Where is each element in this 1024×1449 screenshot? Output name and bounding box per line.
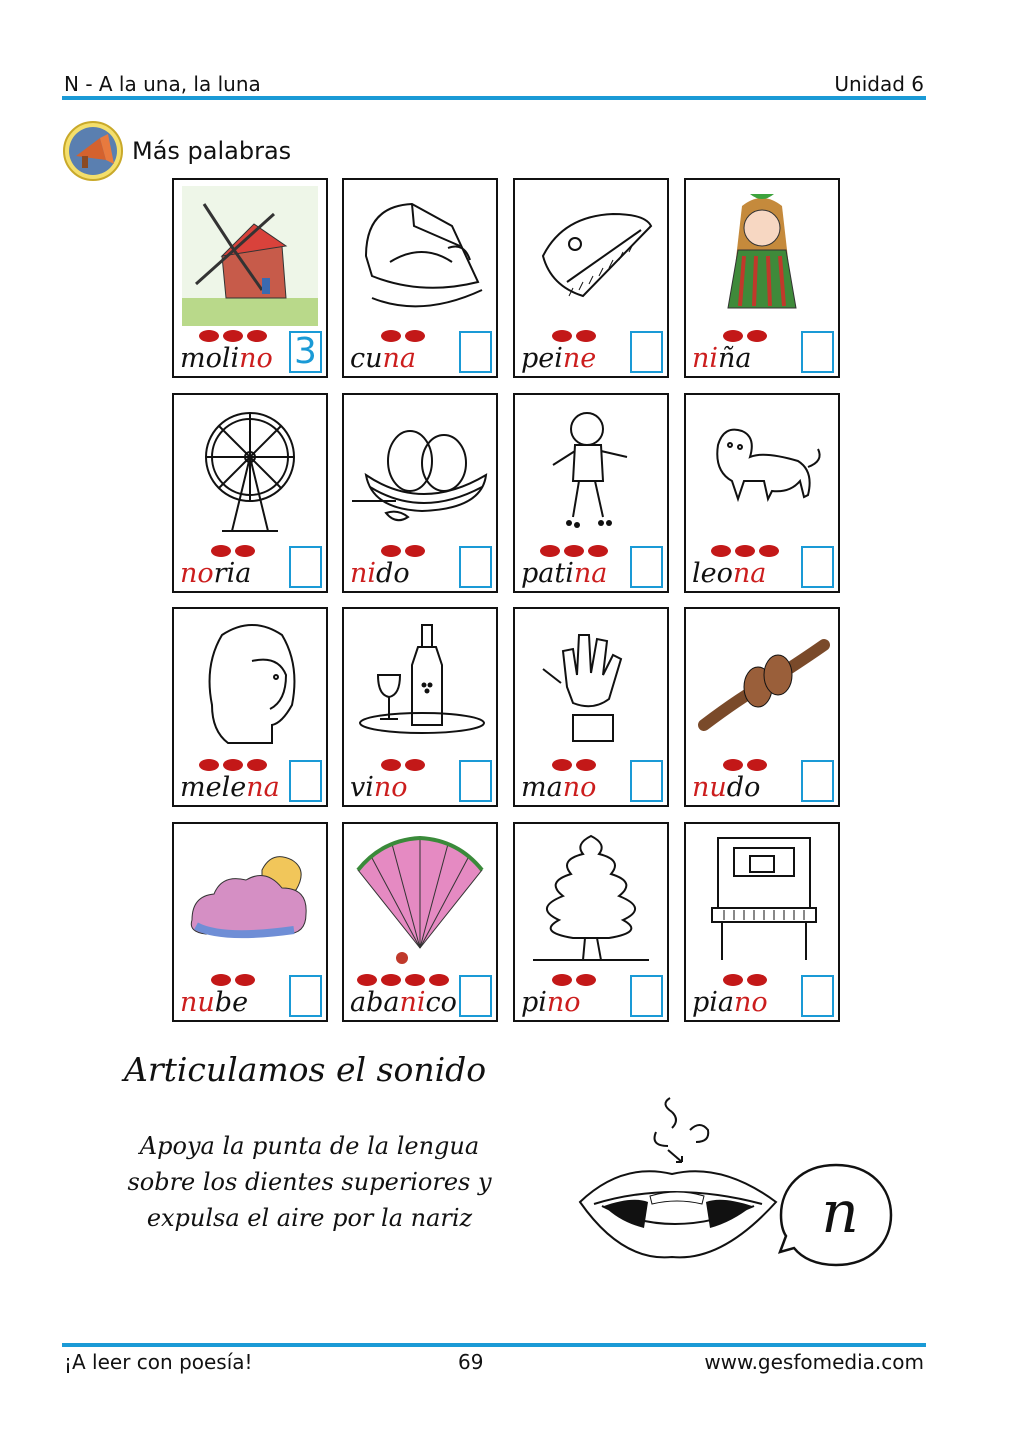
word-card	[342, 393, 498, 593]
card-word	[350, 343, 416, 374]
word-card	[342, 607, 498, 807]
word-card	[513, 178, 669, 378]
word-card	[684, 178, 840, 378]
articulation-line: expulsa el aire por la nariz	[146, 1204, 473, 1232]
word-part: leo	[692, 558, 733, 589]
syllable-count-box[interactable]: 3	[289, 331, 322, 373]
unit-label: Unidad 6	[834, 72, 924, 96]
word-card	[513, 607, 669, 807]
syllable-dot	[552, 974, 572, 986]
word-highlight: ni	[692, 343, 719, 374]
card-word	[180, 772, 280, 803]
syllable-dot	[747, 330, 767, 342]
footer-rule	[62, 1343, 926, 1347]
word-part: co	[425, 987, 457, 1018]
syllable-count-box[interactable]	[801, 546, 834, 588]
word-highlight: ni	[399, 987, 426, 1018]
speech-bubble	[776, 1160, 894, 1270]
word-highlight: nu	[692, 772, 727, 803]
word-part: pia	[692, 987, 735, 1018]
syllable-dot	[735, 545, 755, 557]
card-word	[521, 987, 581, 1018]
articulation-line: sobre los dientes superiores y	[127, 1168, 492, 1196]
syllable-count-box[interactable]	[289, 760, 322, 802]
word-card	[172, 607, 328, 807]
word-card	[513, 393, 669, 593]
syllable-dot	[405, 545, 425, 557]
wine-illustration	[352, 615, 488, 755]
syllable-dot	[759, 545, 779, 557]
word-card	[513, 822, 669, 1022]
card-word	[692, 343, 752, 374]
section-title: Más palabras	[132, 137, 292, 165]
mouth-icon	[572, 1092, 782, 1264]
word-highlight: no	[180, 558, 214, 589]
cradle-illustration	[352, 186, 488, 326]
word-card	[172, 822, 328, 1022]
word-card	[684, 607, 840, 807]
header-rule	[62, 96, 926, 100]
word-highlight: ne	[562, 343, 597, 374]
knot-illustration	[694, 615, 830, 755]
cloud-illustration	[182, 830, 318, 970]
syllable-dot	[381, 545, 401, 557]
word-highlight: no	[239, 343, 273, 374]
word-card	[172, 393, 328, 593]
word-card	[342, 178, 498, 378]
card-word	[521, 558, 607, 589]
word-highlight: na	[573, 558, 608, 589]
articulation-title: Articulamos el sonido	[124, 1050, 487, 1089]
syllable-count-box[interactable]	[801, 331, 834, 373]
windmill-illustration	[182, 186, 318, 326]
syllable-dot	[723, 759, 743, 771]
syllable-count-box[interactable]	[459, 331, 492, 373]
syllable-dot	[711, 545, 731, 557]
skater-illustration	[523, 401, 659, 541]
syllable-dot	[211, 545, 231, 557]
page-number: 69	[458, 1350, 484, 1374]
card-word	[521, 772, 596, 803]
word-card	[172, 178, 328, 378]
syllable-dot	[211, 974, 231, 986]
syllable-dot	[588, 545, 608, 557]
syllable-dot	[540, 545, 560, 557]
syllable-count-box[interactable]	[801, 975, 834, 1017]
card-word	[692, 987, 768, 1018]
syllable-dot	[747, 759, 767, 771]
syllable-count-box[interactable]	[459, 975, 492, 1017]
articulation-line: Apoya la punta de la lengua	[139, 1132, 480, 1160]
word-part: ma	[521, 772, 563, 803]
lioness-illustration	[694, 401, 830, 541]
card-word	[350, 772, 408, 803]
syllable-count-box[interactable]	[289, 546, 322, 588]
syllable-dot	[247, 759, 267, 771]
syllable-count-box[interactable]	[630, 760, 663, 802]
word-part: pi	[521, 987, 547, 1018]
word-part: ña	[718, 343, 752, 374]
syllable-count-box[interactable]	[459, 546, 492, 588]
syllable-count-box[interactable]	[630, 331, 663, 373]
card-word	[521, 343, 596, 374]
word-highlight: no	[734, 987, 768, 1018]
word-card	[684, 822, 840, 1022]
word-part: pati	[521, 558, 574, 589]
word-part: ria	[213, 558, 252, 589]
syllable-dot	[381, 974, 401, 986]
syllable-dot	[381, 759, 401, 771]
syllable-dot	[723, 330, 743, 342]
syllable-dot	[405, 974, 425, 986]
word-part: do	[376, 558, 410, 589]
syllable-count-box[interactable]	[630, 975, 663, 1017]
footer-url[interactable]: www.gesfomedia.com	[704, 1350, 924, 1374]
word-part: vi	[350, 772, 374, 803]
syllable-dot	[381, 330, 401, 342]
hair-illustration	[182, 615, 318, 755]
word-highlight: ni	[350, 558, 377, 589]
syllable-dot	[357, 974, 377, 986]
syllable-dot	[576, 974, 596, 986]
syllable-dot	[429, 974, 449, 986]
syllable-dot	[723, 974, 743, 986]
piano-illustration	[694, 830, 830, 970]
ferris-wheel-illustration	[182, 401, 318, 541]
card-word	[180, 343, 273, 374]
word-highlight: na	[246, 772, 280, 803]
header-title: N - A la una, la luna	[64, 72, 261, 96]
syllable-dot	[576, 759, 596, 771]
card-word	[692, 772, 760, 803]
syllable-count-box[interactable]	[289, 975, 322, 1017]
syllable-dot	[199, 759, 219, 771]
syllable-dot	[199, 330, 219, 342]
fan-illustration	[352, 830, 488, 970]
hand-illustration	[523, 615, 659, 755]
word-highlight: na	[732, 558, 767, 589]
word-highlight: no	[546, 987, 581, 1018]
word-card	[342, 822, 498, 1022]
nest-illustration	[352, 401, 488, 541]
word-part: do	[726, 772, 761, 803]
word-part: mele	[180, 772, 247, 803]
syllable-count-box[interactable]	[459, 760, 492, 802]
syllable-dot	[223, 759, 243, 771]
word-part: cu	[350, 343, 383, 374]
word-part: be	[214, 987, 249, 1018]
word-highlight: nu	[180, 987, 215, 1018]
syllable-dot	[747, 974, 767, 986]
letter-n: n	[821, 1178, 859, 1246]
pine-illustration	[523, 830, 659, 970]
articulation-text	[112, 1128, 507, 1236]
syllable-dot	[552, 759, 572, 771]
syllable-dot	[235, 545, 255, 557]
card-word	[180, 987, 248, 1018]
megaphone-icon	[62, 120, 124, 182]
footer-left: ¡A leer con poesía!	[64, 1350, 253, 1374]
word-part: moli	[180, 343, 240, 374]
syllable-count-box[interactable]	[630, 546, 663, 588]
syllable-dot	[552, 330, 572, 342]
syllable-dot	[405, 330, 425, 342]
syllable-dot	[576, 330, 596, 342]
syllable-count-box[interactable]	[801, 760, 834, 802]
girl-illustration	[694, 186, 830, 326]
card-word	[350, 558, 410, 589]
syllable-dot	[235, 974, 255, 986]
word-card	[684, 393, 840, 593]
word-part: aba	[350, 987, 400, 1018]
word-highlight: na	[382, 343, 417, 374]
word-highlight: no	[562, 772, 597, 803]
word-part: pei	[521, 343, 563, 374]
syllable-dot	[564, 545, 584, 557]
syllable-dot	[223, 330, 243, 342]
card-word	[692, 558, 766, 589]
syllable-dot	[405, 759, 425, 771]
word-highlight: no	[373, 772, 408, 803]
card-word	[350, 987, 457, 1018]
comb-illustration	[523, 186, 659, 326]
card-word	[180, 558, 251, 589]
syllable-dot	[247, 330, 267, 342]
